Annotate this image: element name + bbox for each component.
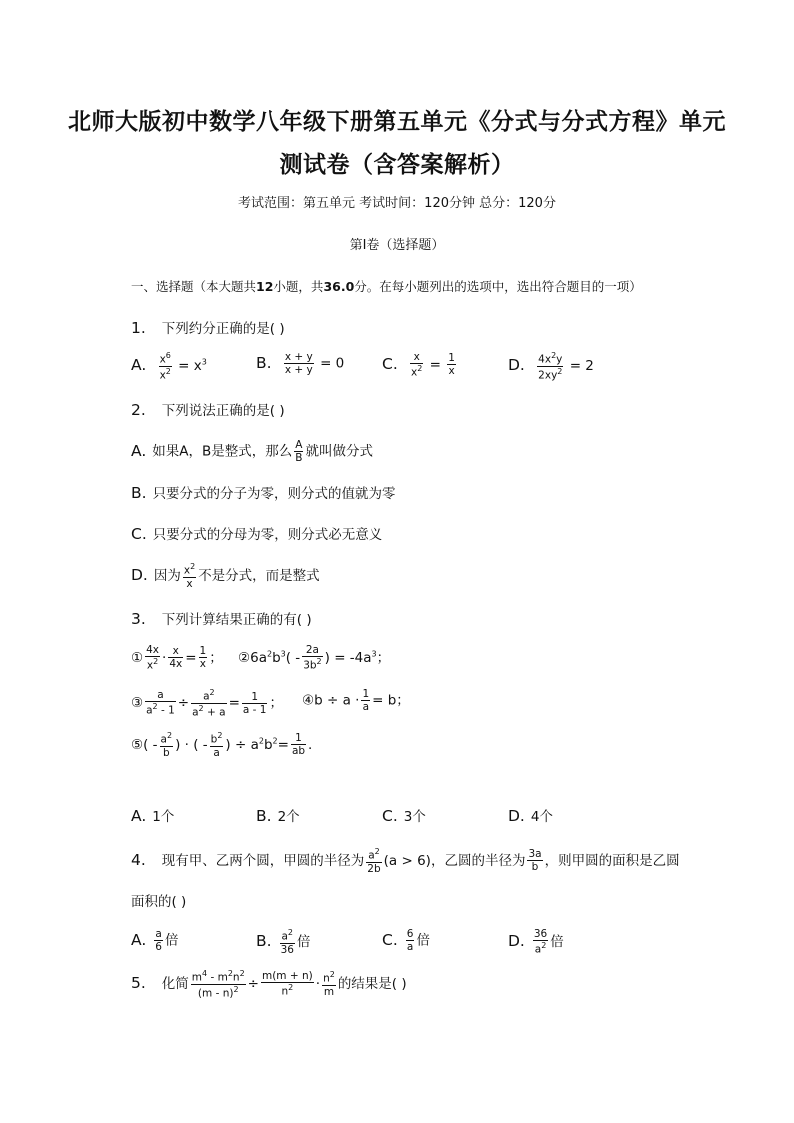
- option-label: B.: [256, 931, 272, 950]
- fraction: $\frac{A}{B}$: [295, 439, 303, 465]
- option-text: 4个: [530, 809, 553, 825]
- question-number: 2.: [131, 401, 146, 419]
- option-text: 只要分式的分子为零，则分式的值就为零: [152, 486, 396, 502]
- option-label: A.: [131, 930, 147, 949]
- q2-option-c[interactable]: [131, 523, 382, 543]
- q3-expression-3: ③ $\frac{a}{a^2 - 1}$ ÷ $\frac{a^2}{a^2 + a}$ = $\frac{1}{a - 1}$ ；: [131, 688, 283, 719]
- section-instructions: [131, 277, 642, 295]
- section-intro-c: 分。在每小题列出的选项中，选出符合题目的一项）: [354, 279, 642, 294]
- option-text: 1个: [152, 809, 175, 825]
- fraction: $\frac{x^6}{x^2}$: [159, 351, 171, 382]
- option-text: 只要分式的分母为零，则分式必无意义: [152, 527, 383, 543]
- section-intro-b: 小题，共: [273, 279, 324, 294]
- option-label: C.: [382, 354, 398, 373]
- q3-option-b[interactable]: [256, 805, 300, 825]
- question-number: 1.: [131, 319, 146, 337]
- q3-option-c[interactable]: [382, 805, 426, 825]
- q3-expression-2: $②6a^2b^3$( - $\frac{2a}{3b^2}$ ) = $-4a^3$；: [238, 644, 391, 672]
- question-4: [131, 847, 680, 875]
- option-text: 不是分式，而是整式: [198, 567, 320, 584]
- option-label: B.: [256, 353, 272, 372]
- q4-option-d[interactable]: D. $\frac{36}{a^2}$ 倍: [508, 928, 564, 956]
- option-rhs: = 2: [569, 358, 594, 375]
- question-5: [131, 969, 407, 999]
- option-label: D.: [508, 356, 525, 375]
- question-1: [131, 317, 285, 337]
- q1-option-d[interactable]: [508, 351, 594, 381]
- option-label: C.: [382, 930, 398, 949]
- question-stem: 化简 $\frac{m^4 - m^2n^2}{(m - n)^2}$ ÷ $\frac{m(m + n)}{n^2}$ · $\frac{n^2}{m}$ 的结果是( ): [161, 969, 407, 1000]
- option-label: D.: [508, 931, 525, 950]
- question-stem: 现有甲、乙两个圆，甲圆的半径为 $\frac{a^2}{2b}$ (a > 6)，乙圆的半径为 $\frac{3a}{b}$ ，则甲圆的面积是乙圆: [161, 847, 680, 875]
- q1-option-b[interactable]: [256, 351, 344, 376]
- question-stem: 下列说法正确的是( ): [161, 403, 285, 419]
- option-label: B.: [131, 484, 147, 502]
- q3-option-a[interactable]: [131, 805, 174, 825]
- option-rhs: = 0: [320, 355, 345, 372]
- fraction: $\frac{4x^2y}{2xy^2}$: [538, 351, 563, 382]
- q2-option-a[interactable]: [131, 439, 373, 464]
- q3-expression-5: ⑤( - $\frac{a^2}{b}$ ) · ( - $\frac{b^2}{a}$ ) ÷ $a^2b^2=$ $\frac{1}{ab}$ .: [131, 731, 313, 759]
- q2-option-d[interactable]: [131, 562, 320, 590]
- q2-option-b[interactable]: [131, 482, 396, 502]
- question-number: 5.: [131, 974, 146, 993]
- total-score: 36.0: [323, 279, 355, 294]
- fraction: $\frac{x^2}{x}$: [183, 562, 196, 590]
- exam-info: 考试范围：第五单元 考试时间：120分钟 总分：120分: [238, 196, 556, 211]
- q3-option-d[interactable]: [508, 805, 553, 825]
- option-label: D.: [508, 807, 525, 825]
- option-text: 就叫做分式: [305, 443, 373, 460]
- option-label: C.: [382, 807, 398, 825]
- option-label: B.: [256, 807, 272, 825]
- option-text: 如果A，B是整式，那么: [152, 443, 293, 460]
- exam-title-line1: 北师大版初中数学八年级下册第五单元《分式与分式方程》单元: [68, 108, 726, 135]
- question-count: 12: [256, 279, 274, 294]
- section-intro-a: 一、选择题（本大题共: [131, 279, 257, 294]
- fraction: $\frac{1}{x}$: [448, 352, 455, 378]
- q4-stem-line2: 面积的( ): [131, 894, 187, 910]
- option-label: D.: [131, 565, 148, 584]
- exam-title-line2: 测试卷（含答案解析）: [279, 151, 515, 178]
- question-2: [131, 399, 285, 419]
- fraction: $\frac{x + y}{x + y}$: [284, 351, 313, 377]
- q4-option-c[interactable]: C. $\frac{6}{a}$ 倍: [382, 928, 430, 954]
- volume-heading: 第Ⅰ卷（选择题）: [349, 238, 445, 253]
- option-label: A.: [131, 356, 147, 375]
- fraction: $\frac{x}{x^2}$: [411, 351, 423, 379]
- option-text: 因为: [153, 567, 181, 584]
- question-stem: 下列约分正确的是( ): [161, 321, 285, 337]
- option-text: 2个: [277, 809, 300, 825]
- question-3: [131, 608, 312, 628]
- option-rhs: = x: [178, 358, 202, 375]
- q3-expression-4: ④b ÷ a · $\frac{1}{a}$ = b；: [302, 688, 410, 714]
- option-label: C.: [131, 525, 147, 543]
- question-stem: 下列计算结果正确的有( ): [161, 612, 312, 628]
- q1-option-a[interactable]: A. $\frac{x^6}{x^2}$ = $x^3$: [131, 351, 207, 382]
- q4-option-a[interactable]: A. $\frac{a}{6}$ 倍: [131, 928, 179, 954]
- option-text: 3个: [403, 809, 426, 825]
- q4-option-b[interactable]: B. $\frac{a^2}{36}$ 倍: [256, 928, 311, 956]
- q1-option-c[interactable]: [382, 351, 458, 379]
- option-label: A.: [131, 441, 147, 460]
- question-number: 3.: [131, 610, 146, 628]
- equals-sign: =: [429, 356, 441, 373]
- option-label: A.: [131, 807, 147, 825]
- question-number: 4.: [131, 850, 146, 869]
- q3-expression-1: ① $\frac{4x}{x^2}$ · $\frac{x}{4x}$ = $\frac{1}{x}$ ；: [131, 644, 223, 672]
